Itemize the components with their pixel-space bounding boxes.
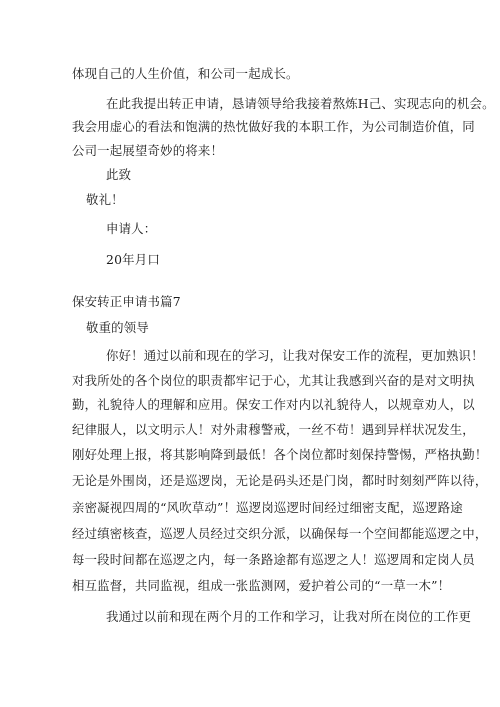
closing-line: 此致 <box>106 167 132 182</box>
greeting-line: 敬重的领导 <box>86 320 149 335</box>
text-line: 每一段时间都在巡逻之内，每一条路途都有巡逻之人！巡逻周和定岗人员 <box>72 552 475 567</box>
text-line: 纪律服人，以文明示人！对外肃穆警戒，一丝不苟！遇到异样状况发生， <box>72 422 475 437</box>
text-line: 相互监督，共同监视，组成一张监测网，爱护着公司的“一草一木”！ <box>72 578 451 593</box>
text-line: 公司一起展望奇妙的将来！ <box>72 143 224 158</box>
text-line: 体现自己的人生价值，和公司一起成长。 <box>72 66 299 81</box>
text-line: 我会用虚心的看法和饱满的热忱做好我的本职工作，为公司制造价值，同 <box>72 119 475 134</box>
applicant-label: 申请人： <box>106 221 157 236</box>
salutation-line: 敬礼！ <box>86 192 124 207</box>
text-line: 经过缜密核查，巡逻人员经过交织分派，以确保每一个空间都能巡逻之中， <box>72 526 488 541</box>
text-line: 刚好处理上报，将其影响降到最低！各个岗位都时刻保持警惕，严格执勤！ <box>72 447 488 462</box>
text-line: 亲密凝视四周的“风吹草动”！巡逻岗巡逻时间经过细密支配，巡逻路途 <box>72 500 463 515</box>
text-line: 在此我提出转正申请，恳请领导给我接着熬炼H己、实现志向的机会。 <box>106 96 495 111</box>
text-line: 无论是外围岗，还是巡逻岗，无论是码头还是门岗，都时时刻刻严阵以待， <box>72 473 488 488</box>
text-line: 对我所处的各个岗位的职责都牢记于心，尤其让我感到兴奋的是对文明执 <box>72 373 475 388</box>
text-line: 你好！通过以前和现在的学习，让我对保安工作的流程，更加熟识！ <box>106 348 484 363</box>
date-line: 20年月口 <box>106 252 160 267</box>
text-line: 我通过以前和现在两个月的工作和学习，让我对所在岗位的工作更 <box>106 609 472 624</box>
section-title: 保安转正申请书篇7 <box>72 294 181 309</box>
text-line: 勤，礼貌待人的理解和应用。保安工作对内以礼貌待人，以规章劝人，以 <box>72 397 475 412</box>
